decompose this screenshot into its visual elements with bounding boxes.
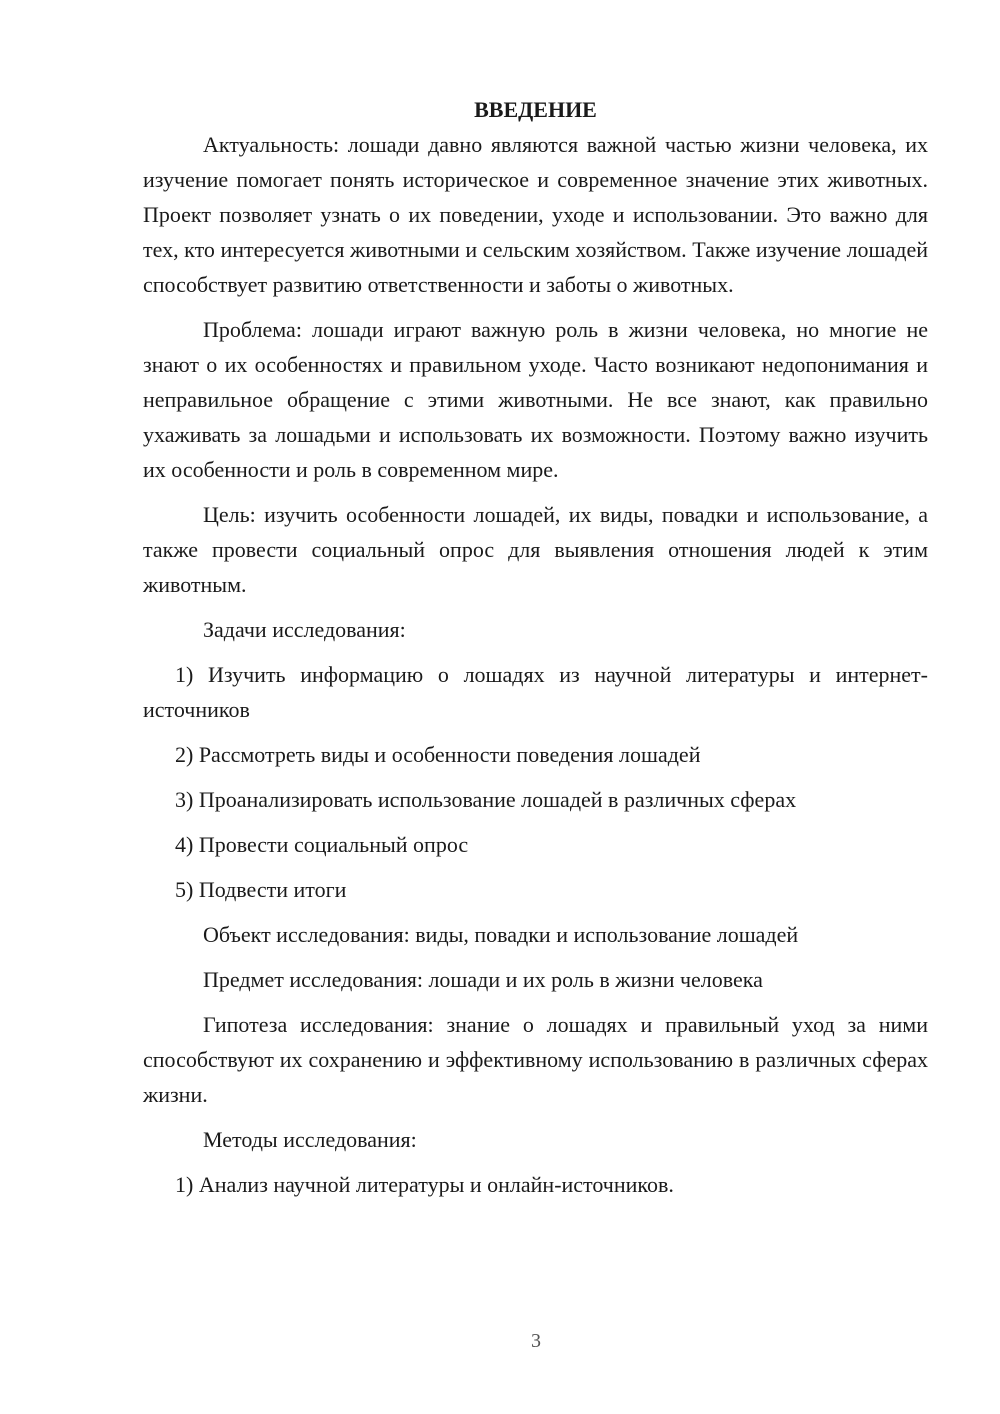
methods-heading: Методы исследования: — [203, 1127, 417, 1152]
document-page — [143, 92, 928, 1212]
problem-paragraph: Проблема: лошади играют важную роль в жизни человека, но многие не знают о их особенностях и правильном уходе. Часто возникают недопонимания и неправильное обращение с этими животными. Не все знают, как правильно ухаживать за лошадьми и использовать их возможности. Поэтому важно изучить их особенности и роль в современном мире. — [143, 317, 928, 482]
page-number: 3 — [531, 1330, 541, 1352]
task-item: 3) Проанализировать использование лошадей в различных сферах — [175, 787, 797, 812]
task-item: 4) Провести социальный опрос — [175, 832, 469, 857]
method-item: 1) Анализ научной литературы и онлайн-источников. — [175, 1172, 674, 1197]
task-item: 2) Рассмотреть виды и особенности поведения лошадей — [175, 742, 701, 767]
subject-paragraph: Предмет исследования: лошади и их роль в жизни человека — [203, 967, 763, 992]
task-item: 1) Изучить информацию о лошадях из научной литературы и интернет-источников — [143, 662, 928, 722]
task-item: 5) Подвести итоги — [175, 877, 347, 902]
relevance-paragraph: Актуальность: лошади давно являются важной частью жизни человека, их изучение помогает понять историческое и современное значение этих животных. Проект позволяет узнать о их поведении, уходе и использовании. Это важно для тех, кто интересуется животными и сельским хозяйством. Также изучение лошадей способствует развитию ответственности и заботы о животных. — [143, 132, 928, 297]
goal-paragraph: Цель: изучить особенности лошадей, их виды, повадки и использование, а также провести социальный опрос для выявления отношения людей к этим животным. — [143, 502, 928, 597]
tasks-heading: Задачи исследования: — [203, 617, 406, 642]
hypothesis-paragraph: Гипотеза исследования: знание о лошадях и правильный уход за ними способствуют их сохранению и эффективному использованию в различных сферах жизни. — [143, 1012, 928, 1107]
page-title: ВВЕДЕНИЕ — [474, 97, 597, 122]
object-paragraph: Объект исследования: виды, повадки и использование лошадей — [203, 922, 799, 947]
